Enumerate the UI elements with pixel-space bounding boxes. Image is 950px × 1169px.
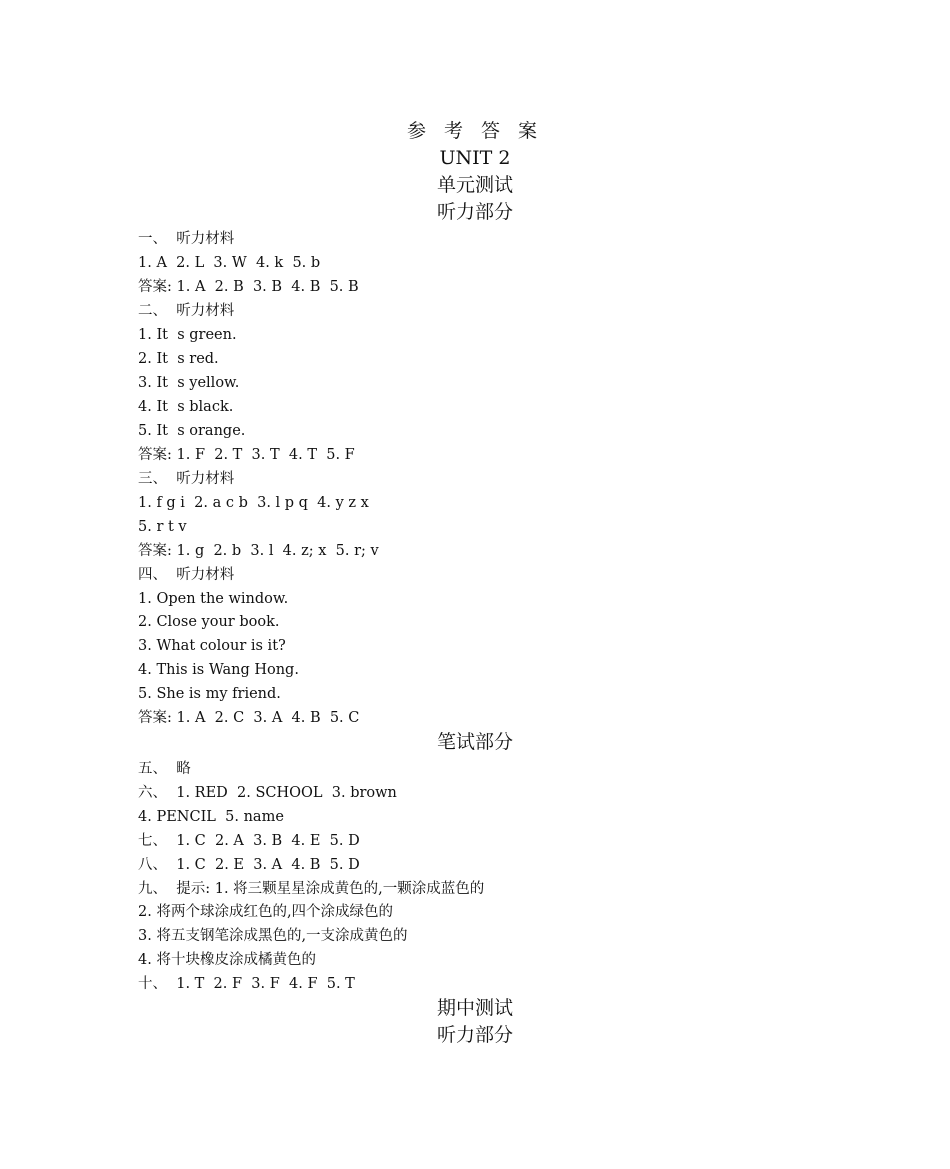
q8-answer: 八、 1. C 2. E 3. A 4. B 5. D: [138, 857, 360, 873]
q6-answer: 六、 1. RED 2. SCHOOL 3. brown: [138, 785, 397, 801]
q2-line: 5. It s orange.: [138, 423, 246, 439]
q9-answer: 九、 提示: 1. 将三颗星星涂成黄色的,一颗涂成蓝色的: [138, 881, 485, 897]
q2-line: 2. It s red.: [138, 351, 219, 367]
midterm-listening-heading: 听力部分: [436, 1024, 513, 1046]
q9-answer: 3. 将五支钢笔涂成黑色的,一支涂成黄色的: [138, 928, 408, 944]
q6-answer: 4. PENCIL 5. name: [138, 809, 284, 825]
unit-heading: UNIT 2: [439, 147, 511, 169]
q1-material: 1. A 2. L 3. W 4. k 5. b: [138, 255, 321, 271]
q9-answer: 2. 将两个球涂成红色的,四个涂成绿色的: [138, 904, 394, 920]
q1-header: 一、 听力材料: [138, 231, 235, 247]
q2-answer: 答案: 1. F 2. T 3. T 4. T 5. F: [138, 447, 355, 463]
q7-answer: 七、 1. C 2. A 3. B 4. E 5. D: [138, 833, 360, 849]
q3-header: 三、 听力材料: [138, 471, 235, 487]
q3-answer: 答案: 1. g 2. b 3. l 4. z; x 5. r; v: [138, 543, 379, 559]
written-heading: 笔试部分: [436, 731, 513, 753]
q2-line: 3. It s yellow.: [138, 375, 240, 391]
q10-answer: 十、 1. T 2. F 3. F 4. F 5. T: [138, 976, 355, 992]
q4-line: 1. Open the window.: [138, 591, 289, 607]
midterm-heading: 期中测试: [436, 997, 513, 1019]
q4-header: 四、 听力材料: [138, 567, 235, 583]
q4-line: 5. She is my friend.: [138, 686, 281, 702]
q1-answer: 答案: 1. A 2. B 3. B 4. B 5. B: [138, 279, 359, 295]
page-title: 参 考 答 案: [406, 120, 544, 142]
q5-answer: 五、 略: [138, 761, 191, 777]
q4-line: 4. This is Wang Hong.: [138, 662, 299, 678]
q4-line: 3. What colour is it?: [138, 638, 286, 654]
section-heading: 单元测试: [436, 174, 513, 196]
q4-answer: 答案: 1. A 2. C 3. A 4. B 5. C: [138, 710, 360, 726]
q2-line: 1. It s green.: [138, 327, 237, 343]
q3-line: 1. f g i 2. a c b 3. l p q 4. y z x: [138, 495, 369, 511]
q3-line: 5. r t v: [138, 519, 187, 535]
q2-header: 二、 听力材料: [138, 303, 235, 319]
q2-line: 4. It s black.: [138, 399, 234, 415]
q9-answer: 4. 将十块橡皮涂成橘黄色的: [138, 952, 316, 968]
q4-line: 2. Close your book.: [138, 614, 280, 630]
listening-heading: 听力部分: [436, 201, 513, 223]
